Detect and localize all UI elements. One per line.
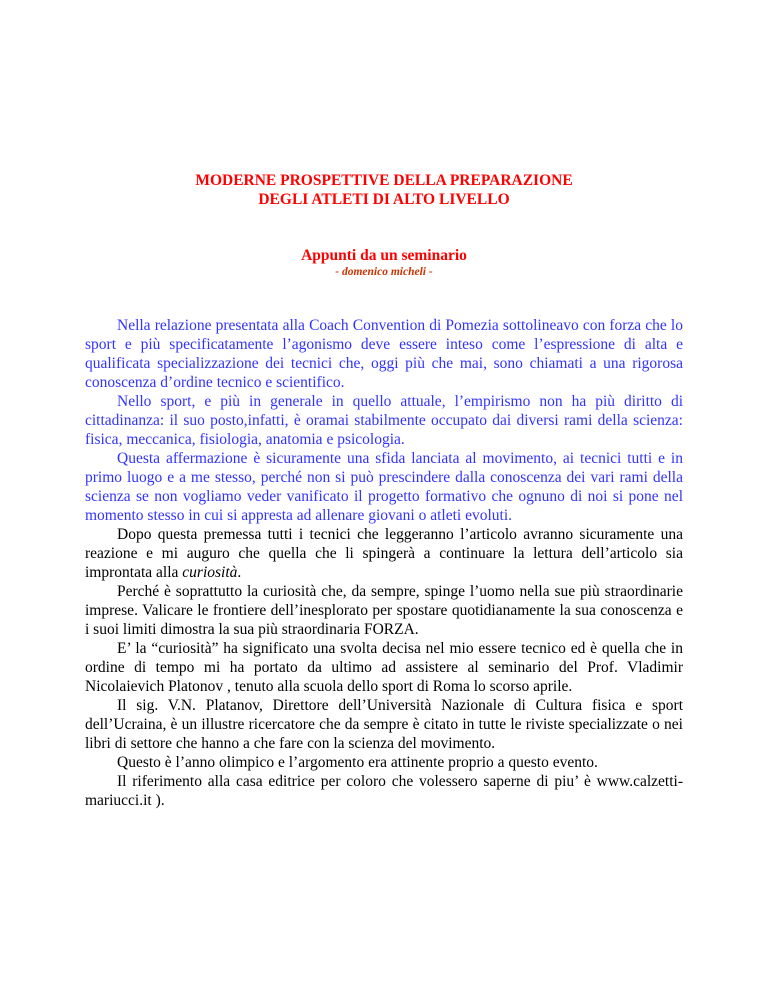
- paragraph-8: Questo è l’anno olimpico e l’argomento era attinente proprio a questo evento.: [117, 754, 598, 771]
- paragraph-2: Nello sport, e più in generale in quello attuale, l’empirismo non ha più diritto di cittadinanza: il suo posto,infatti, è oramai stabilmente occupato dai diversi rami della scienza: fisica, meccanica, fisiologia, anatomia e psicologia.: [85, 393, 683, 448]
- paragraph-5: Perché è soprattutto la curiosità che, da sempre, spinge l’uomo nella sue più straordinarie imprese. Valicare le frontiere dell’inesplorato per spostare quotidianamente la sua conoscenza e i suoi limiti dimostra la sua più straordinaria FORZA.: [85, 583, 683, 638]
- paragraph-4-italic: curiosità: [182, 564, 238, 581]
- article-body: [85, 316, 683, 810]
- paragraph-7: Il sig. V.N. Platanov, Direttore dell’Università Nazionale di Cultura fisica e sport dell’Ucraina, è un illustre ricercatore che da sempre è citato in tutte le riviste specializzate o nei libri di settore che hanno a che fare con la scienza del movimento.: [85, 697, 683, 752]
- title-line-1: MODERNE PROSPETTIVE DELLA PREPARAZIONE: [195, 172, 573, 189]
- paragraph-4-text: Dopo questa premessa tutti i tecnici che leggeranno l’articolo avranno sicuramente una reazione e mi auguro che quella che li spingerà a continuare la lettura dell’articolo sia improntata alla: [85, 526, 683, 581]
- paragraph-4: [85, 525, 683, 582]
- document-subtitle: Appunti da un seminario: [301, 247, 467, 264]
- title-line-2: DEGLI ATLETI DI ALTO LIVELLO: [258, 191, 510, 208]
- paragraph-4-end: .: [237, 564, 242, 581]
- paragraph-9: Il riferimento alla casa editrice per coloro che volessero saperne di piu’ è www.calzetti-mariucci.it ).: [85, 773, 683, 809]
- document-title: [0, 171, 768, 209]
- paragraph-1: Nella relazione presentata alla Coach Convention di Pomezia sottolineavo con forza che lo sport e più specificatamente l’agonismo deve essere inteso come l’espressione di alta e qualificata specializzazione dei tecnici che, oggi più che mai, sono chiamati a una rigorosa conoscenza d’ordine tecnico e scientifico.: [85, 317, 683, 391]
- paragraph-6: E’ la “curiosità” ha significato una svolta decisa nel mio essere tecnico ed è quella che in ordine di tempo mi ha portato da ultimo ad assistere al seminario del Prof. Vladimir Nicolaievich Platonov , tenuto alla scuola dello sport di Roma lo scorso aprile.: [85, 640, 683, 695]
- paragraph-3: Questa affermazione è sicuramente una sfida lanciata al movimento, ai tecnici tutti e in primo luogo e a me stesso, perché non si può prescindere dalla conoscenza dei vari rami della scienza se non vogliamo veder vanificato il progetto formativo che ognuno di noi si pone nel momento stesso in cui si appresta ad allenare giovani o atleti evoluti.: [85, 450, 683, 524]
- author-byline: - domenico micheli -: [335, 266, 433, 278]
